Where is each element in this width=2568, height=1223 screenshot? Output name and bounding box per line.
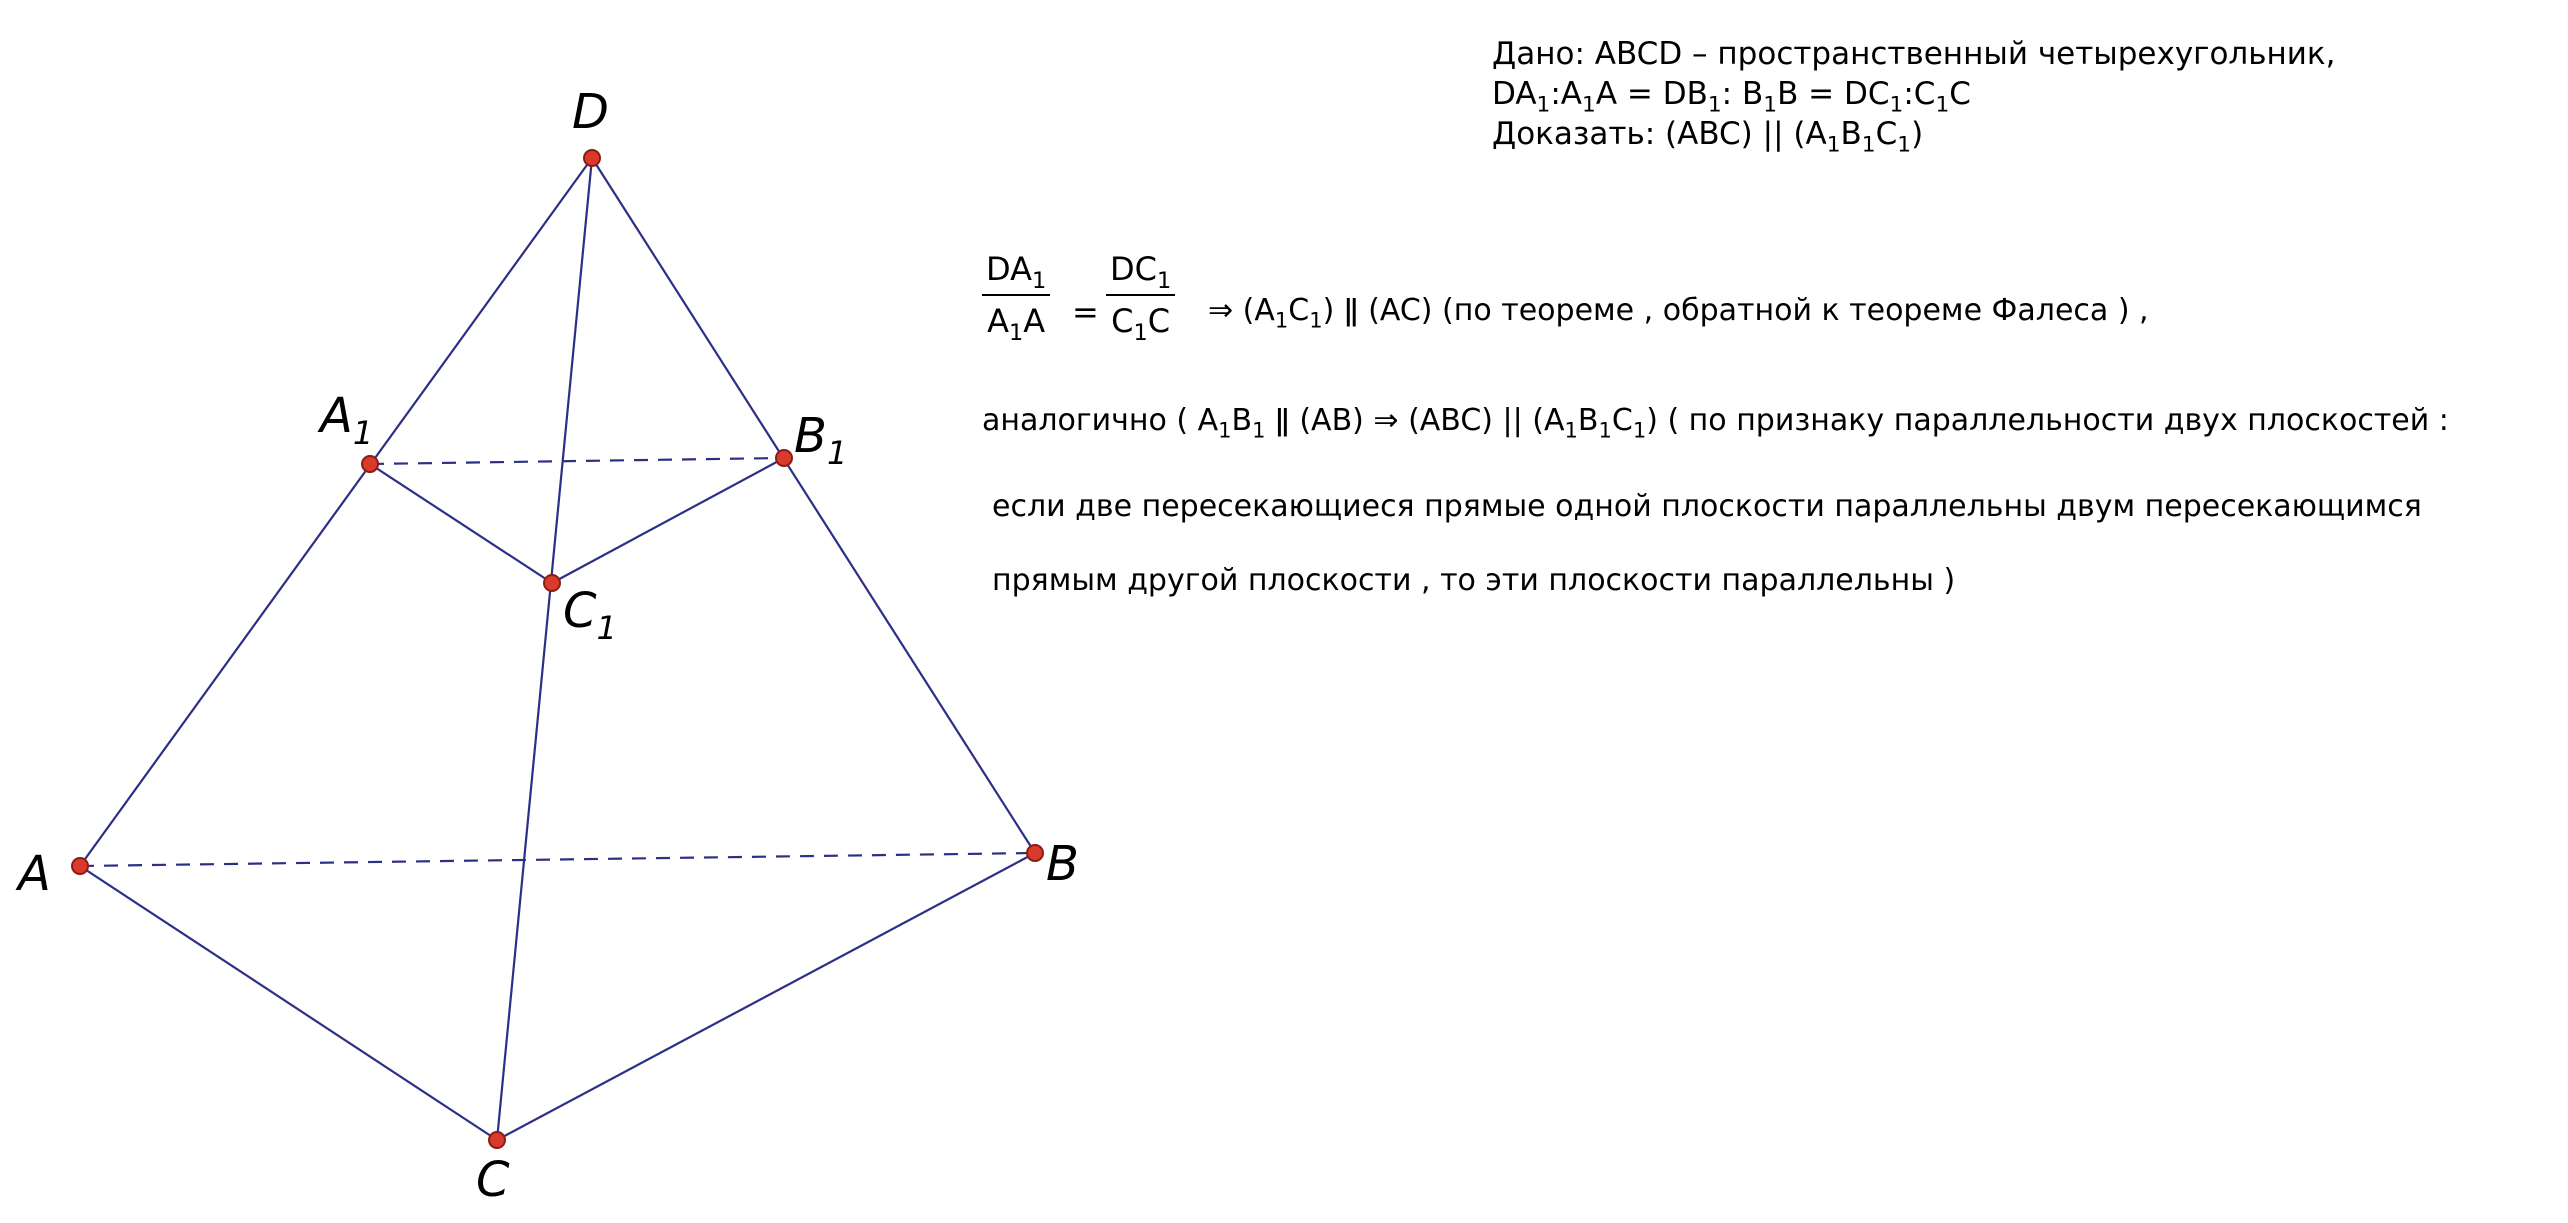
edge-DA <box>80 158 592 866</box>
label-B: B <box>1046 836 1079 892</box>
given-line-3: Доказать: (ABC) || $(A_1B_1C_1)$ <box>1492 116 1924 158</box>
label-B1: $B_1$ <box>794 408 848 472</box>
point-D <box>584 150 600 166</box>
edge-B1C1 <box>552 458 784 583</box>
fraction-DA1-A1A <box>982 250 1050 346</box>
pyramid-figure <box>0 0 1100 1223</box>
label-A: A <box>18 846 51 902</box>
edge-AC <box>80 866 497 1140</box>
point-A <box>72 858 88 874</box>
fraction-denominator: $C_1C$ <box>1111 302 1171 346</box>
point-B <box>1027 845 1043 861</box>
fraction-denominator: $A_1A$ <box>987 302 1046 346</box>
label-C: C <box>476 1152 510 1208</box>
point-C <box>489 1132 505 1148</box>
fraction-numerator: $DA_1$ <box>986 250 1047 294</box>
label-D: D <box>572 84 609 140</box>
fraction-numerator: $DC_1$ <box>1110 250 1172 294</box>
edge-A1C1 <box>370 464 552 583</box>
edge-DC <box>497 158 592 1140</box>
fraction-DC1-C1C <box>1106 250 1175 346</box>
given-line-2: $DA_1:A_1A = DB_1$: $B_1B$ = $DC_1:C_1C$ <box>1492 76 1971 118</box>
given-line-1: Дано: ABCD – пространственный четырехугольник, <box>1492 36 2336 72</box>
label-A1: $A_1$ <box>320 388 374 452</box>
edge-A1B1 <box>370 458 784 464</box>
equals-sign: = <box>1072 293 1099 331</box>
point-A1 <box>362 456 378 472</box>
proof-line-2: аналогично ( $A_1B_1$ ǁ (AB) ⇒ (ABC) || $(A_1B_1C_1)$ ( по признаку параллельности двух плоскостей : <box>982 403 2449 443</box>
proof-line-1: ⇒ $(A_1C_1)$ ǁ (AC) (по теореме , обратной к теореме Фалеса ) , <box>1208 293 2149 333</box>
label-C1: $C_1$ <box>563 583 617 647</box>
point-C1 <box>544 575 560 591</box>
given-block <box>1492 34 2336 158</box>
edge-DB <box>592 158 1035 853</box>
edge-BC <box>497 853 1035 1140</box>
proof-line-4: прямым другой плоскости , то эти плоскости параллельны ) <box>992 563 1956 598</box>
edge-AB <box>80 853 1035 866</box>
point-B1 <box>776 450 792 466</box>
proof-line-3: если две пересекающиеся прямые одной плоскости параллельны двум пересекающимся <box>992 489 2422 524</box>
